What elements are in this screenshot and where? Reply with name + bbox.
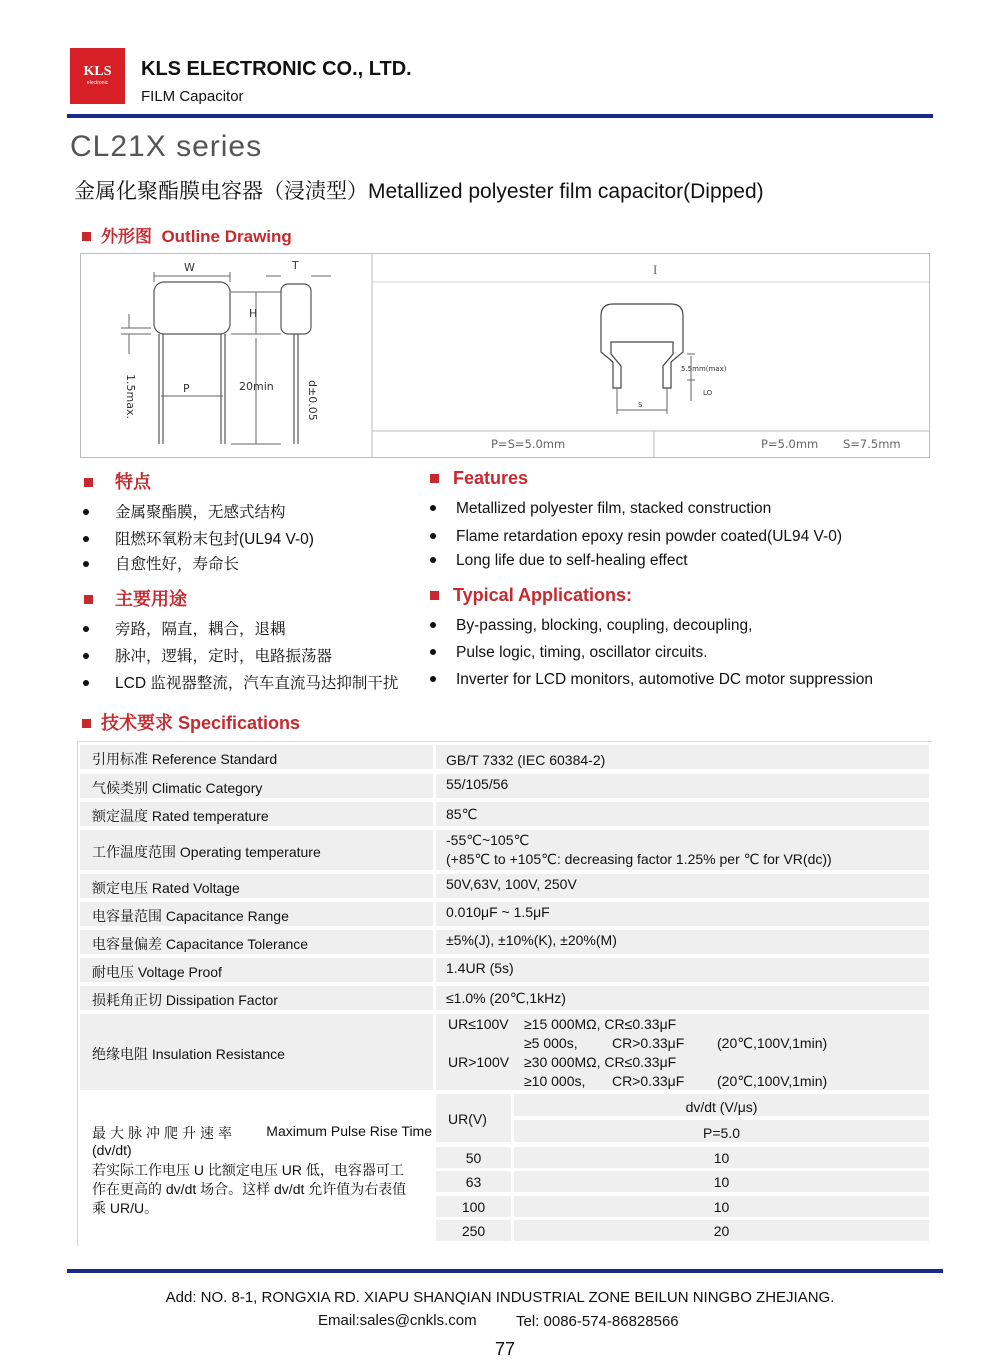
spec-label: 气候类别 Climatic Category: [80, 774, 433, 798]
spec-value: ≤1.0% (20℃,1kHz): [436, 986, 929, 1010]
caption-right-p: P=5.0mm: [761, 437, 819, 451]
spec-label: 电容量范围 Capacitance Range: [80, 902, 433, 926]
bullet-square-icon: [84, 595, 93, 604]
bullet-square-icon: [82, 719, 91, 728]
pulse-dv-cell: 10: [514, 1171, 929, 1192]
spec-value: GB/T 7332 (IEC 60384-2): [436, 745, 929, 769]
feature-en-1: Metallized polyester film, stacked construction: [430, 500, 771, 518]
spec-value: 50V,63V, 100V, 250V: [436, 874, 929, 898]
bullet-dot-icon: [430, 622, 436, 628]
footer-email: Email:sales@cnkls.com: [318, 1312, 477, 1329]
pulse-note-line-2: 作在更高的 dv/dt 场合。这样 dv/dt 允许值为右表值: [92, 1181, 407, 1197]
applications-heading-en: Typical Applications:: [430, 585, 632, 606]
bullet-dot-icon: [83, 653, 89, 659]
pulse-dv-cell: 20: [514, 1220, 929, 1241]
spec-label: 额定电压 Rated Voltage: [80, 874, 433, 898]
application-cn-1: 旁路，隔直，耦合，退耦: [83, 617, 286, 639]
bullet-dot-icon: [430, 557, 436, 563]
bullet-dot-icon: [83, 536, 89, 542]
header-rule: [67, 114, 933, 118]
pulse-label-dvdt: (dv/dt): [92, 1142, 132, 1158]
caption-right-s: S=7.5mm: [843, 437, 901, 451]
bullet-square-icon: [430, 591, 439, 600]
page-number: 77: [494, 1339, 516, 1359]
insulation-label: 绝缘电阻 Insulation Resistance: [80, 1014, 433, 1090]
feature-cn-2: 阻燃环氧粉末包封(UL94 V-0): [83, 527, 314, 549]
lead-form-profile: [601, 304, 695, 414]
pulse-col-p: P=5.0: [514, 1120, 929, 1142]
outline-heading-cn: 外形图: [101, 227, 152, 246]
label-w: W: [184, 261, 195, 274]
feature-cn-1: 金属聚酯膜，无感式结构: [83, 500, 286, 522]
label-p: P: [183, 382, 190, 395]
outline-heading: [82, 222, 292, 247]
series-title: CL21X series: [70, 130, 263, 163]
application-cn-2: 脉冲，逻辑，定时，电路振荡器: [83, 644, 332, 666]
company-name: KLS ELECTRONIC CO., LTD.: [141, 58, 412, 80]
bullet-dot-icon: [83, 509, 89, 515]
bullet-dot-icon: [430, 676, 436, 682]
spec-value: 85℃: [436, 802, 929, 826]
outline-drawing-frame: [80, 253, 930, 458]
pulse-ur-cell: 250: [436, 1220, 511, 1241]
spec-value: -55℃~105℃ (+85℃ to +105℃: decreasing factor 1.25% per ℃ for VR(dc)): [436, 830, 929, 870]
spec-label: 耐电压 Voltage Proof: [80, 958, 433, 982]
feature-cn-3: 自愈性好，寿命长: [83, 552, 239, 574]
pulse-dv-cell: 10: [514, 1196, 929, 1217]
spec-value: 55/105/56: [436, 774, 929, 798]
bullet-dot-icon: [430, 649, 436, 655]
application-en-3: Inverter for LCD monitors, automotive DC motor suppression: [430, 671, 873, 689]
insulation-value: UR≤100V ≥15 000MΩ, CR≤0.33μF ≥5 000s, CR>0.33μF (20℃,100V,1min) UR>100V ≥30 000MΩ, CR≤0.33μF ≥10 000s, CR>0.33μF (20℃,100V,1min): [436, 1014, 929, 1090]
label-d-tolerance: d±0.05: [306, 380, 319, 421]
specs-top-rule: [78, 741, 932, 742]
label-h: H: [249, 307, 258, 320]
application-en-2: Pulse logic, timing, oscillator circuits.: [430, 644, 708, 662]
pulse-note-line-3: 乘 UR/U。: [92, 1200, 159, 1216]
specs-heading: 技术要求 Specifications: [82, 709, 300, 735]
label-t: T: [292, 259, 299, 272]
pulse-ur-cell: 50: [436, 1147, 511, 1168]
features-heading-cn: 特点: [84, 468, 151, 494]
pulse-label-line: 最大脉冲爬升速率 Maximum Pulse Rise Time: [92, 1123, 432, 1141]
footer-tel: Tel: 0086-574-86828566: [516, 1313, 679, 1330]
pulse-label-block: [80, 1094, 433, 1240]
bullet-dot-icon: [83, 561, 89, 567]
pulse-ur-cell: 63: [436, 1171, 511, 1192]
bullet-dot-icon: [430, 505, 436, 511]
feature-en-3: Long life due to self-healing effect: [430, 552, 688, 570]
application-en-1: By-passing, blocking, coupling, decoupling,: [430, 617, 752, 635]
pulse-dv-cell: 10: [514, 1147, 929, 1168]
label-1-5max: 1.5max.: [124, 374, 137, 419]
bullet-square-icon: [84, 478, 93, 487]
bullet-dot-icon: [83, 680, 89, 686]
specs-left-rule: [77, 741, 78, 1246]
footer-rule: [67, 1269, 943, 1273]
pulse-note-line-1: 若实际工作电压 U 比额定电压 UR 低，电容器可工: [92, 1162, 404, 1178]
bullet-dot-icon: [430, 533, 436, 539]
label-roman-one: I: [653, 262, 658, 277]
bullet-dot-icon: [83, 626, 89, 632]
spec-value: 0.010μF ~ 1.5μF: [436, 902, 929, 926]
company-logo: [70, 48, 125, 104]
pulse-ur-cell: 100: [436, 1196, 511, 1217]
outline-heading-en: Outline Drawing: [161, 227, 292, 246]
label-s: S: [638, 401, 643, 409]
bullet-square-icon: [430, 474, 439, 483]
applications-heading-cn: 主要用途: [84, 585, 187, 611]
product-subtitle: 金属化聚酯膜电容器（浸渍型）Metallized polyester film capacitor(Dipped): [74, 180, 764, 203]
caption-left: P=S=5.0mm: [491, 437, 566, 451]
product-type: FILM Capacitor: [141, 88, 244, 105]
label-20min: 20min: [239, 380, 274, 393]
pulse-col-ur: UR(V): [436, 1094, 511, 1142]
bullet-square-icon: [82, 232, 91, 241]
spec-value: 1.4UR (5s): [436, 958, 929, 982]
spec-label: 损耗角正切 Dissipation Factor: [80, 986, 433, 1010]
feature-en-2: Flame retardation epoxy resin powder coated(UL94 V-0): [430, 528, 842, 546]
logo-text: KLS: [83, 64, 112, 79]
spec-label: 电容量偏差 Capacitance Tolerance: [80, 930, 433, 954]
logo-subtext: electronic: [86, 80, 109, 86]
application-cn-3: LCD 监视器整流，汽车直流马达抑制干扰: [83, 671, 398, 693]
outline-drawing: [81, 254, 929, 457]
spec-value: ±5%(J), ±10%(K), ±20%(M): [436, 930, 929, 954]
label-lo: LO: [703, 389, 713, 397]
spec-label: 引用标准 Reference Standard: [80, 745, 433, 769]
pulse-col-dvdt: dv/dt (V/μs): [514, 1094, 929, 1116]
spec-label: 工作温度范围 Operating temperature: [80, 830, 433, 870]
label-5-5mm-max: 5.5mm(max): [681, 365, 727, 373]
footer-address: Add: NO. 8-1, RONGXIA RD. XIAPU SHANQIAN INDUSTRIAL ZONE BEILUN NINGBO ZHEJIANG.: [165, 1289, 835, 1306]
spec-label: 额定温度 Rated temperature: [80, 802, 433, 826]
features-heading-en: Features: [430, 468, 528, 489]
